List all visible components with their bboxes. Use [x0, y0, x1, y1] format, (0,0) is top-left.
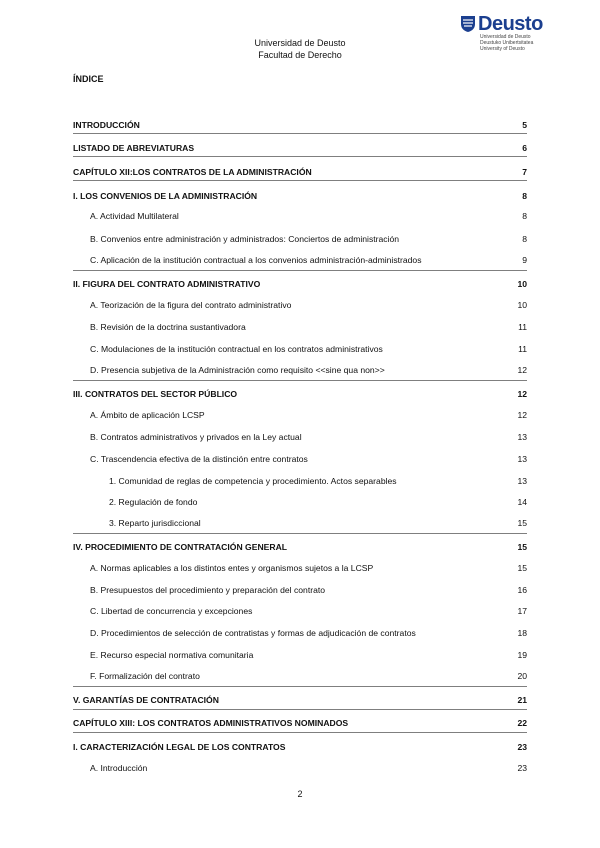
toc-entry-label: D. Procedimientos de selección de contratistas y formas de adjudicación de contratos	[90, 628, 416, 638]
divider	[73, 709, 527, 710]
toc-entry[interactable]	[90, 649, 527, 661]
logo-subtitle-line: Universidad de Deusto	[480, 34, 531, 40]
divider	[73, 270, 527, 271]
toc-entry-label: B. Contratos administrativos y privados en la Ley actual	[90, 432, 302, 442]
toc-entry-label: IV. PROCEDIMIENTO DE CONTRATACIÓN GENERAL	[73, 542, 288, 552]
toc-entry-page: 16	[517, 585, 527, 595]
toc-entry[interactable]	[90, 254, 527, 266]
toc-entry-page: 23	[517, 763, 527, 773]
toc-entry[interactable]	[73, 190, 527, 202]
toc-entry-page: 12	[517, 389, 527, 399]
toc-entry-label: B. Presupuestos del procedimiento y preparación del contrato	[90, 585, 326, 595]
toc-entry-page: 13	[517, 476, 527, 486]
toc-entry-label: C. Trascendencia efectiva de la distinción entre contratos	[90, 454, 308, 464]
toc-entry-label: E. Recurso especial normativa comunitaria	[90, 650, 254, 660]
header-university: Universidad de Deusto	[254, 38, 346, 48]
toc-entry-label: III. CONTRATOS DEL SECTOR PÚBLICO	[73, 389, 238, 399]
toc-entry-page: 20	[517, 671, 527, 681]
toc-entry-page: 11	[518, 344, 527, 354]
toc-entry-page: 12	[517, 410, 527, 420]
logo-subtitle-line: Deustuko Unibertsitatea	[480, 40, 534, 46]
deusto-logo	[460, 14, 580, 52]
toc-entry-label: INTRODUCCIÓN	[73, 120, 140, 130]
toc-entry-page: 22	[517, 718, 527, 728]
toc-entry[interactable]	[73, 741, 527, 753]
toc-entry[interactable]	[90, 453, 527, 465]
toc-entry-page: 8	[522, 211, 527, 221]
toc-entry[interactable]	[73, 694, 527, 706]
toc-entry-page: 17	[517, 606, 527, 616]
logo-wordmark: Deusto	[478, 13, 543, 35]
toc-entry[interactable]	[90, 431, 527, 443]
divider	[73, 686, 527, 687]
toc-entry[interactable]	[90, 233, 527, 245]
toc-entry[interactable]	[90, 364, 527, 376]
toc-entry-page: 10	[517, 279, 527, 289]
toc-entry-page: 15	[517, 542, 527, 552]
toc-entry-label: CAPÍTULO XIII: LOS CONTRATOS ADMINISTRATIVOS NOMINADOS	[73, 718, 349, 728]
toc-entry[interactable]	[90, 627, 527, 639]
toc-entry[interactable]	[90, 299, 527, 311]
toc-entry-page: 6	[522, 143, 527, 153]
toc-entry-label: D. Presencia subjetiva de la Administración como requisito <<sine qua non>>	[90, 365, 385, 375]
logo-subtitle-line: University of Deusto	[480, 46, 525, 52]
toc-entry[interactable]	[109, 517, 527, 529]
divider	[73, 156, 527, 157]
toc-entry-page: 10	[517, 300, 527, 310]
toc-entry-page: 14	[517, 497, 527, 507]
divider	[73, 732, 527, 733]
toc-entry-page: 5	[522, 120, 527, 130]
toc-entry-label: C. Aplicación de la institución contractual a los convenios administración-administrados	[90, 255, 422, 265]
toc-entry[interactable]	[90, 321, 527, 333]
toc-entry[interactable]	[73, 717, 527, 729]
toc-entry[interactable]	[90, 409, 527, 421]
header-faculty: Facultad de Derecho	[258, 50, 342, 60]
toc-entry[interactable]	[90, 670, 527, 682]
toc-entry-page: 8	[522, 234, 527, 244]
toc-entry[interactable]	[90, 762, 527, 774]
toc-entry-label: A. Normas aplicables a los distintos entes y organismos sujetos a la LCSP	[90, 563, 374, 573]
toc-entry[interactable]	[90, 562, 527, 574]
toc-entry[interactable]	[109, 475, 527, 487]
toc-entry-label: II. FIGURA DEL CONTRATO ADMINISTRATIVO	[73, 279, 261, 289]
toc-entry-label: A. Ámbito de aplicación LCSP	[90, 410, 205, 420]
toc-entry[interactable]	[73, 388, 527, 400]
toc-entry[interactable]	[73, 119, 527, 131]
toc-entry-page: 18	[517, 628, 527, 638]
toc-entry-label: 1. Comunidad de reglas de competencia y procedimiento. Actos separables	[109, 476, 397, 486]
toc-entry-label: 3. Reparto jurisdiccional	[109, 518, 201, 528]
toc-entry[interactable]	[90, 584, 527, 596]
toc-entry-page: 9	[522, 255, 527, 265]
toc-entry[interactable]	[73, 142, 527, 154]
index-title: ÍNDICE	[73, 74, 104, 84]
toc-entry-page: 11	[518, 322, 527, 332]
toc-entry-label: C. Libertad de concurrencia y excepciones	[90, 606, 253, 616]
toc-entry-page: 7	[522, 167, 527, 177]
toc-entry-page: 13	[517, 454, 527, 464]
toc-entry-page: 13	[517, 432, 527, 442]
toc-entry[interactable]	[73, 166, 527, 178]
toc-entry-label: LISTADO DE ABREVIATURAS	[73, 143, 195, 153]
toc-entry-label: A. Actividad Multilateral	[90, 211, 179, 221]
toc-entry[interactable]	[90, 605, 527, 617]
page-number: 2	[297, 789, 303, 799]
toc-entry-label: B. Convenios entre administración y administrados: Conciertos de administración	[90, 234, 400, 244]
toc-entry-page: 12	[517, 365, 527, 375]
toc-entry-label: I. CARACTERIZACIÓN LEGAL DE LOS CONTRATOS	[73, 742, 286, 752]
toc-entry-page: 23	[517, 742, 527, 752]
toc-entry[interactable]	[90, 343, 527, 355]
toc-entry[interactable]	[73, 278, 527, 290]
toc-entry-label: C. Modulaciones de la institución contractual en los contratos administrativos	[90, 344, 383, 354]
divider	[73, 180, 527, 181]
toc-entry-page: 15	[517, 518, 527, 528]
toc-entry-label: CAPÍTULO XII:LOS CONTRATOS DE LA ADMINISTRACIÓN	[73, 167, 312, 177]
toc-entry-page: 8	[522, 191, 527, 201]
toc-entry-label: B. Revisión de la doctrina sustantivadora	[90, 322, 246, 332]
toc-entry[interactable]	[90, 210, 527, 222]
divider	[73, 533, 527, 534]
toc-entry-label: I. LOS CONVENIOS DE LA ADMINISTRACIÓN	[73, 191, 258, 201]
toc-entry-page: 21	[517, 695, 527, 705]
toc-entry-label: A. Introducción	[90, 763, 148, 773]
toc-entry[interactable]	[73, 541, 527, 553]
toc-entry-page: 19	[517, 650, 527, 660]
toc-entry-label: F. Formalización del contrato	[90, 671, 200, 681]
deusto-shield-icon	[460, 15, 476, 33]
divider	[73, 380, 527, 381]
toc-entry[interactable]	[109, 496, 527, 508]
divider	[73, 133, 527, 134]
toc-entry-label: V. GARANTÍAS DE CONTRATACIÓN	[73, 695, 219, 705]
toc-entry-page: 15	[517, 563, 527, 573]
toc-entry-label: A. Teorización de la figura del contrato administrativo	[90, 300, 292, 310]
toc-entry-label: 2. Regulación de fondo	[109, 497, 198, 507]
logo-subtitle	[480, 34, 580, 52]
